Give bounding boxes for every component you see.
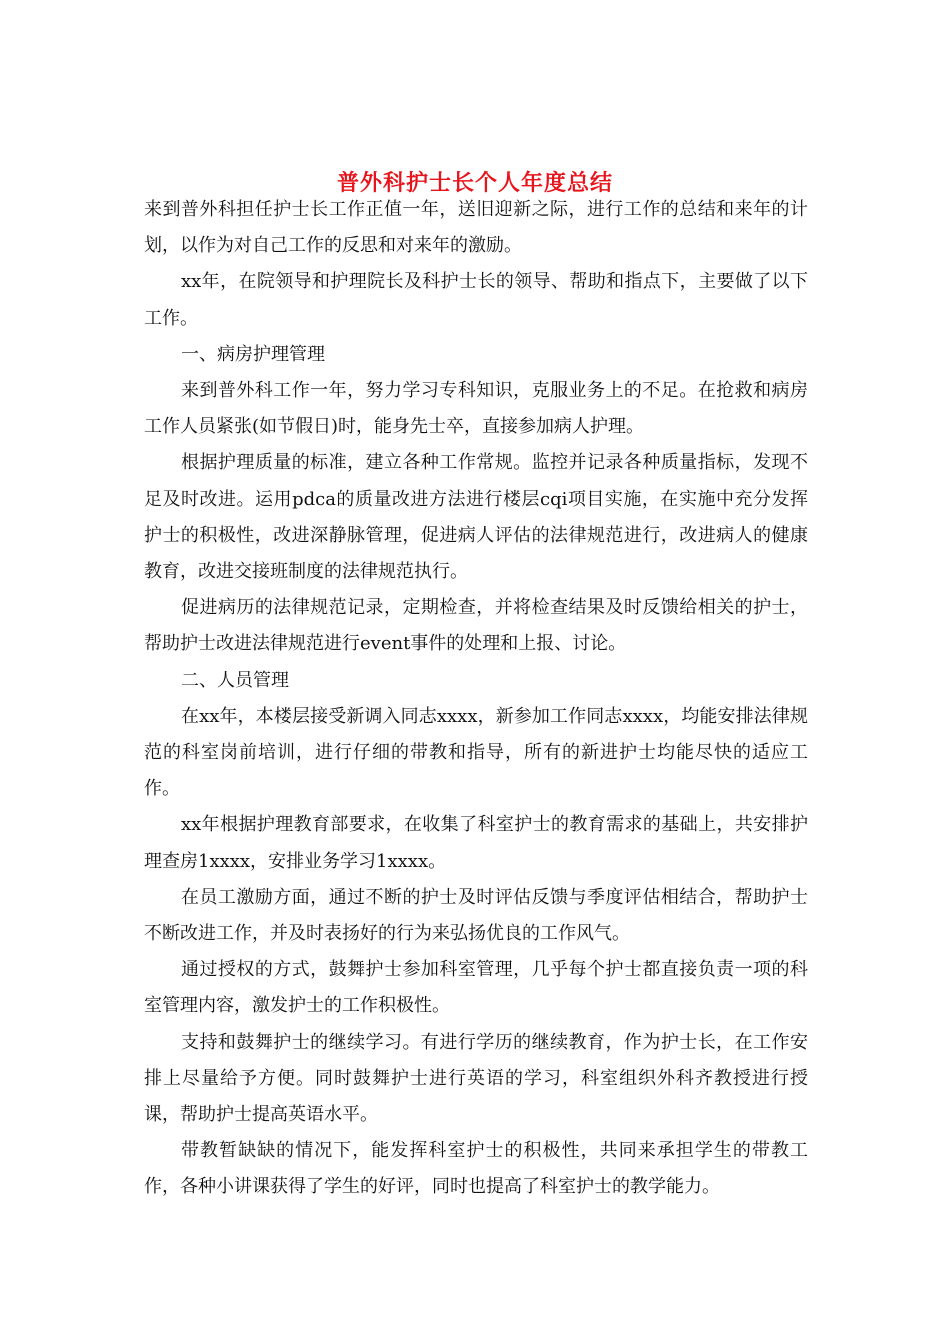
document-body — [144, 192, 808, 1206]
paragraph: xx年，在院领导和护理院长及科护士长的领导、帮助和指点下，主要做了以下工作。 — [144, 271, 808, 329]
paragraph: 来到普外科担任护士长工作正值一年，送旧迎新之际，进行工作的总结和来年的计划，以作为对自己工作的反思和对来年的激励。 — [144, 199, 808, 257]
paragraph: 带教暂缺缺的情况下，能发挥科室护士的积极性，共同来承担学生的带教工作，各种小讲课获得了学生的好评，同时也提高了科室护士的教学能力。 — [144, 1140, 808, 1198]
section-heading: 一、病房护理管理 — [181, 343, 325, 365]
section-heading: 二、人员管理 — [181, 669, 289, 691]
paragraph: 根据护理质量的标准，建立各种工作常规。监控并记录各种质量指标，发现不足及时改进。运用pdca的质量改进方法进行楼层cqi项目实施，在实施中充分发挥护士的积极性，改进深静脉管理，促进病人评估的法律规范进行，改进病人的健康教育，改进交接班制度的法律规范执行。 — [144, 452, 808, 583]
paragraph: 在员工激励方面，通过不断的护士及时评估反馈与季度评估相结合，帮助护士不断改进工作，并及时表扬好的行为来弘扬优良的工作风气。 — [144, 886, 808, 945]
paragraph: 促进病历的法律规范记录，定期检查，并将检查结果及时反馈给相关的护士，帮助护士改进法律规范进行event事件的处理和上报、讨论。 — [144, 597, 808, 655]
paragraph: 通过授权的方式，鼓舞护士参加科室管理，几乎每个护士都直接负责一项的科室管理内容，激发护士的工作积极性。 — [144, 959, 808, 1017]
paragraph: 在xx年，本楼层接受新调入同志xxxx，新参加工作同志xxxx，均能安排法律规范的科室岗前培训，进行仔细的带教和指导，所有的新进护士均能尽快的适应工作。 — [144, 705, 808, 800]
paragraph: 来到普外科工作一年，努力学习专科知识，克服业务上的不足。在抢救和病房工作人员紧张(如节假日)时，能身先士卒，直接参加病人护理。 — [144, 380, 808, 438]
document-title: 普外科护士长个人年度总结 — [336, 169, 613, 196]
paragraph: 支持和鼓舞护士的继续学习。有进行学历的继续教育，作为护士长，在工作安排上尽量给予方便。同时鼓舞护士进行英语的学习，科室组织外科齐教授进行授课，帮助护士提高英语水平。 — [144, 1031, 808, 1126]
paragraph: xx年根据护理教育部要求，在收集了科室护士的教育需求的基础上，共安排护理查房1xxxx，安排业务学习1xxxx。 — [144, 814, 808, 872]
